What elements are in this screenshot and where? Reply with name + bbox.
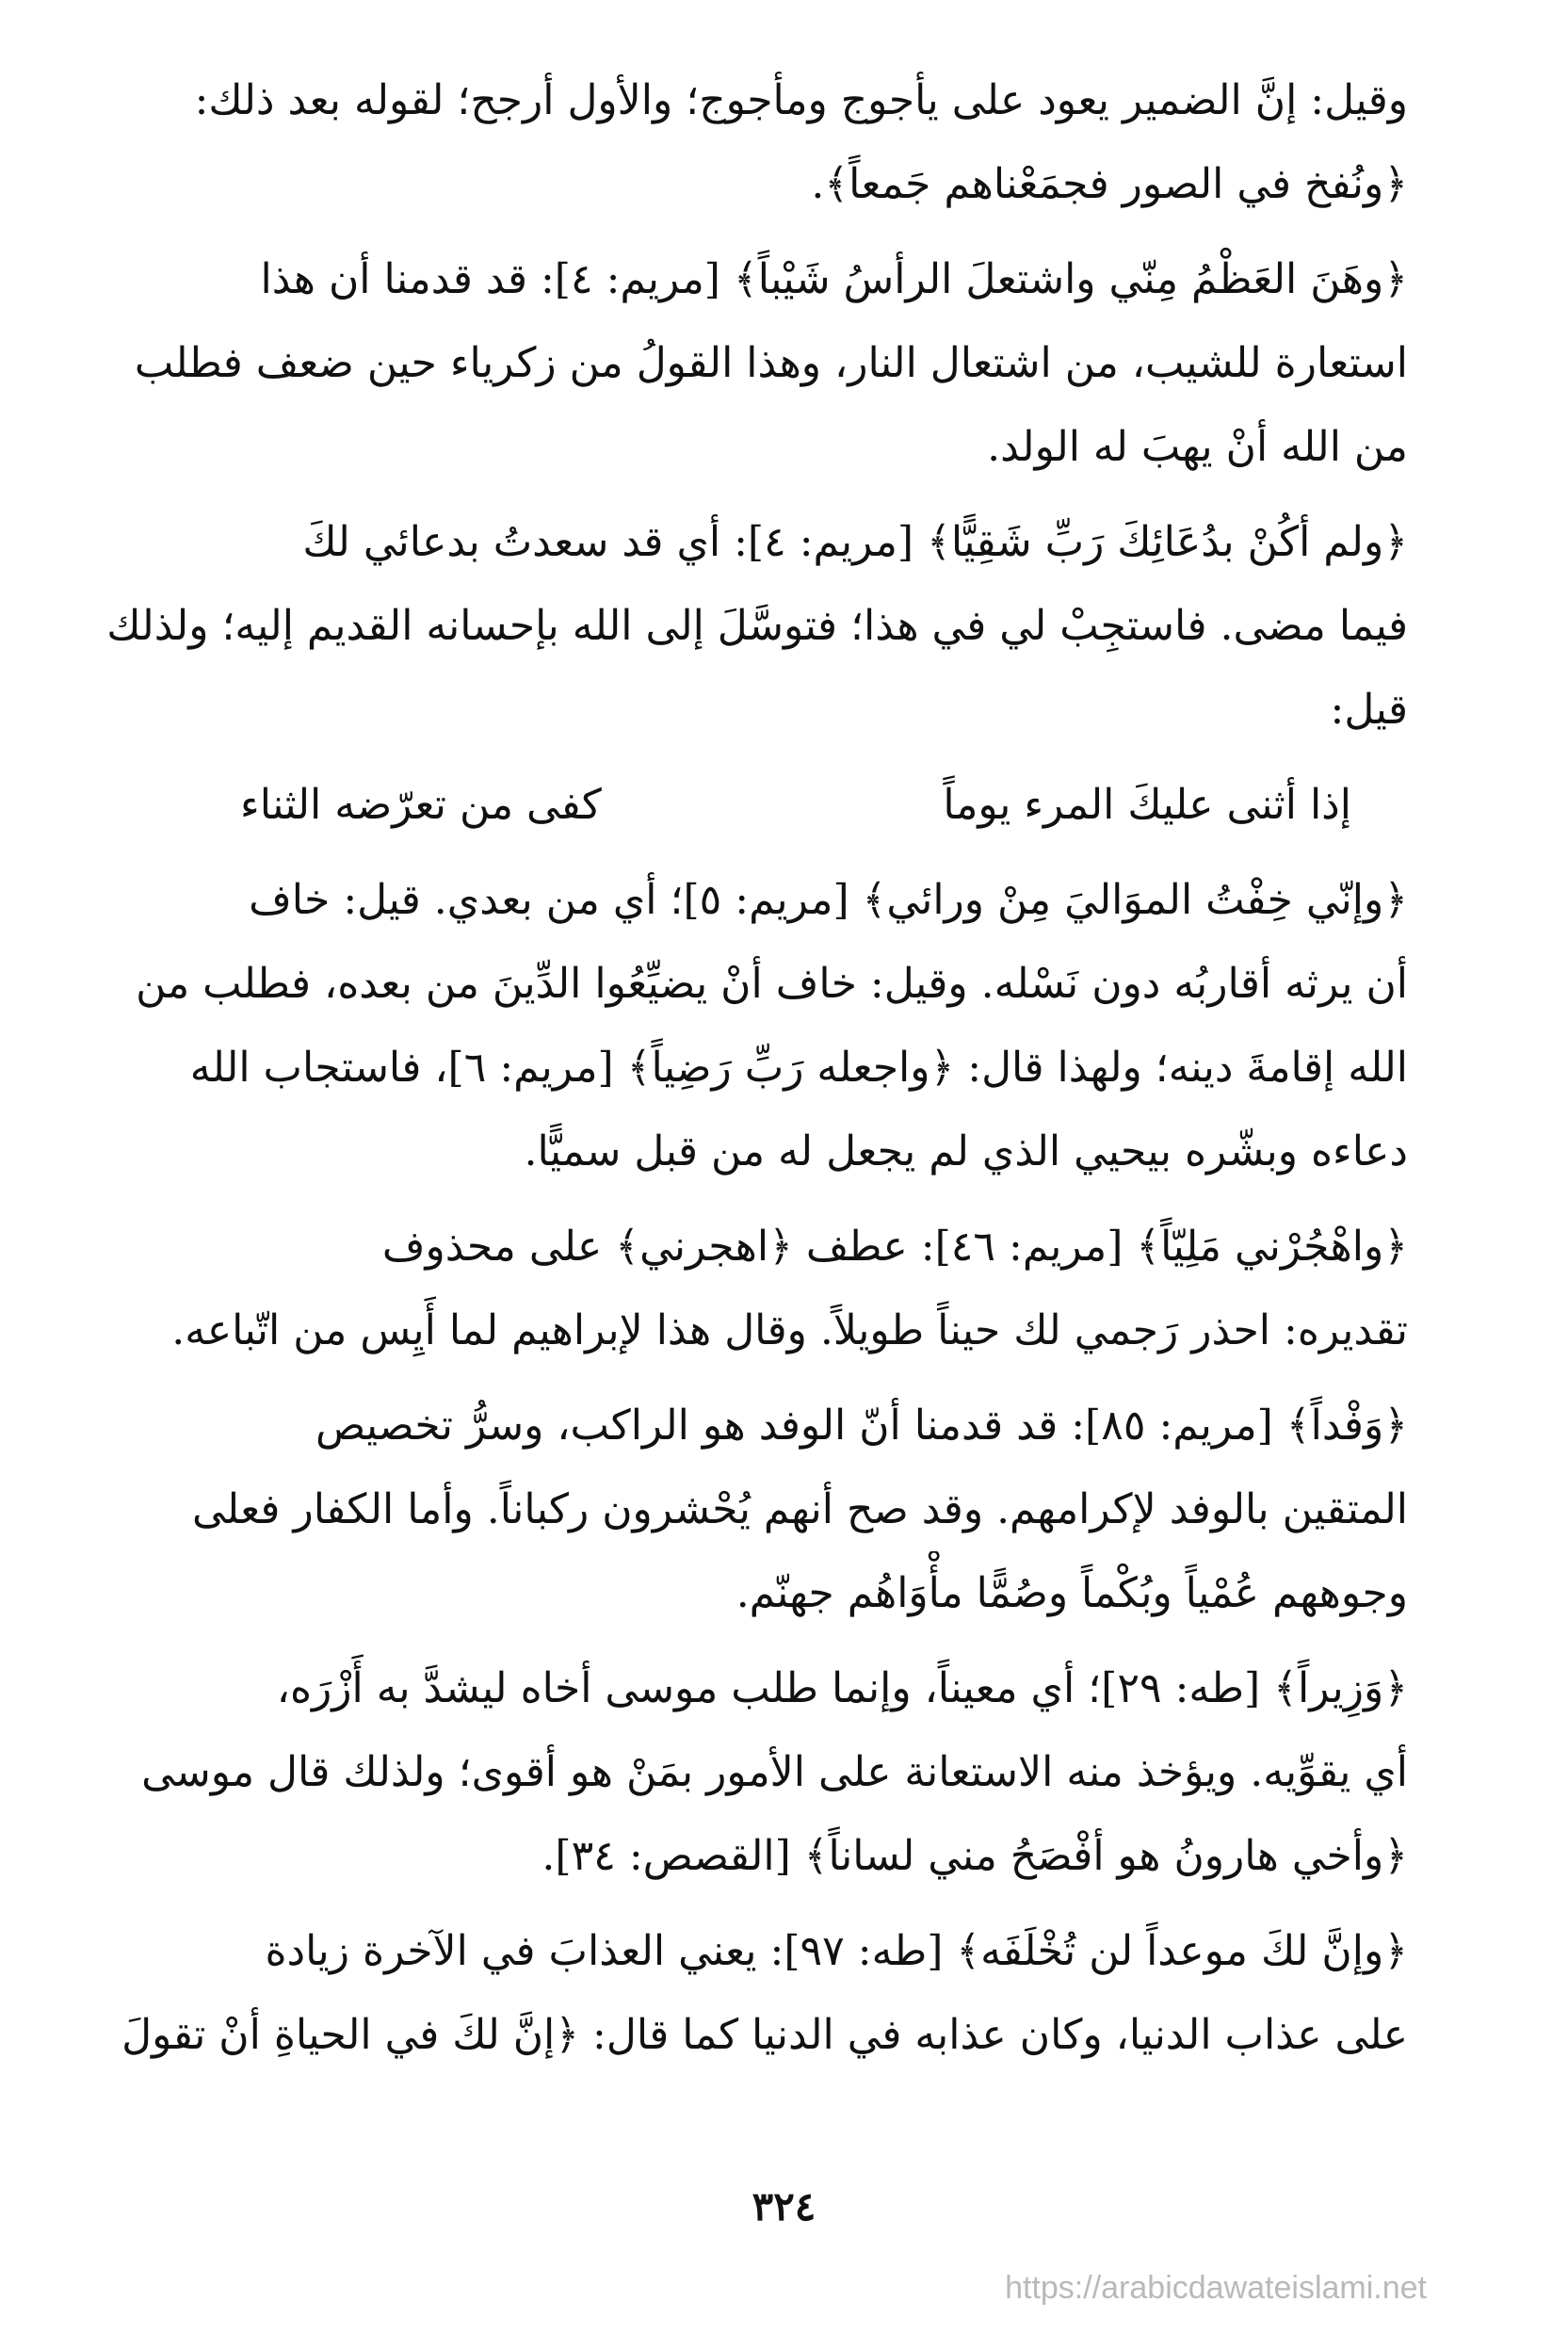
text-line: وقيل: إنَّ الضمير يعود على يأجوج ومأجوج؛ والأول أرجح؛ لقوله بعد ذلك:	[194, 76, 1408, 124]
text-line: على عذاب الدنيا، وكان عذابه في الدنيا كما قال: ﴿إنَّ لكَ في الحياةِ أنْ تقولَ	[121, 2011, 1408, 2059]
text-line: فيما مضى. فاستجِبْ لي في هذا؛ فتوسَّلَ إلى الله بإحسانه القديم إليه؛ ولذلك	[106, 602, 1408, 650]
text-line: أن يرثه أقاربُه دون نَسْله. وقيل: خاف أنْ يضيِّعُوا الدِّينَ من بعده، فطلب من	[136, 960, 1408, 1008]
text-line: ﴿وأخي هارونُ هو أفْصَحُ مني لساناً﴾ [القصص: ٣٤].	[542, 1832, 1408, 1880]
paragraph	[89, 1646, 1408, 1898]
text-line: ﴿وَفْداً﴾ [مريم: ٨٥]: قد قدمنا أنّ الوفد هو الراكب، وسرُّ تخصيص	[315, 1402, 1408, 1450]
paragraph	[89, 1205, 1408, 1372]
text-line: دعاءه وبشّره بيحيي الذي لم يجعل له من قبل سميًّا.	[524, 1127, 1408, 1175]
paragraph	[89, 500, 1408, 752]
text-line: أي يقوِّيه. ويؤخذ منه الاستعانة على الأمور بمَنْ هو أقوى؛ ولذلك قال موسى	[141, 1748, 1408, 1796]
text-line: ﴿وإنَّ لكَ موعداً لن تُخْلَفَه﴾ [طه: ٩٧]: يعني العذابَ في الآخرة زيادة	[265, 1927, 1408, 1975]
paragraph	[89, 237, 1408, 489]
text-line: تقديره: احذر رَجمي لك حيناً طويلاً. وقال هذا لإبراهيم لما أَيِس من اتّباعه.	[171, 1306, 1408, 1354]
text-line: ﴿وَزِيراً﴾ [طه: ٢٩]؛ أي معيناً، وإنما طلب موسى أخاه ليشدَّ به أَزْرَه،	[276, 1664, 1408, 1712]
paragraph	[89, 858, 1408, 1193]
paragraph	[89, 1909, 1408, 2077]
text-line: ﴿ولم أكُنْ بدُعَائِكَ رَبِّ شَقِيًّا﴾ [مريم: ٤]: أي قد سعدتُ بدعائي لكَ	[302, 518, 1408, 566]
text-line: قيل:	[1330, 686, 1408, 734]
text-line: ﴿ونُفخ في الصور فجمَعْناهم جَمعاً﴾.	[811, 160, 1408, 208]
page-body	[89, 58, 1408, 2088]
text-line: المتقين بالوفد لإكرامهم. وقد صح أنهم يُحْشرون ركباناً. وأما الكفار فعلى	[191, 1485, 1408, 1533]
text-line: ﴿وهَنَ العَظْمُ مِنّي واشتعلَ الرأسُ شَيْباً﴾ [مريم: ٤]: قد قدمنا أن هذا	[260, 255, 1408, 303]
text-line: من الله أنْ يهبَ له الولد.	[987, 423, 1408, 471]
poem-hemistich-first: إذا أثنى عليكَ المرء يوماً	[943, 781, 1351, 829]
text-line: وجوههم عُمْياً وبُكْماً وصُمًّا مأْوَاهُم جهنّم.	[736, 1569, 1408, 1617]
poem-hemistich-second: كفى من تعرّضه الثناء	[240, 781, 602, 829]
poem-verse	[240, 763, 1351, 847]
paragraph	[89, 58, 1408, 226]
text-line: ﴿وإنّي خِفْتُ الموَاليَ مِنْ ورائي﴾ [مريم: ٥]؛ أي من بعدي. قيل: خاف	[249, 876, 1408, 924]
text-line: استعارة للشيب، من اشتعال النار، وهذا القولُ من زكرياء حين ضعف فطلب	[134, 339, 1408, 387]
text-line: ﴿واهْجُرْني مَلِيّاً﴾ [مريم: ٤٦]: عطف ﴿اهجرني﴾ على محذوف	[381, 1223, 1408, 1271]
text-line: الله إقامةَ دينه؛ ولهذا قال: ﴿واجعله رَبِّ رَضِياً﴾ [مريم: ٦]، فاستجاب الله	[189, 1044, 1408, 1092]
watermark: https://arabicdawateislami.net	[1005, 2270, 1427, 2306]
paragraph	[89, 1384, 1408, 1635]
page-number: ٣٢٤	[752, 2183, 816, 2229]
